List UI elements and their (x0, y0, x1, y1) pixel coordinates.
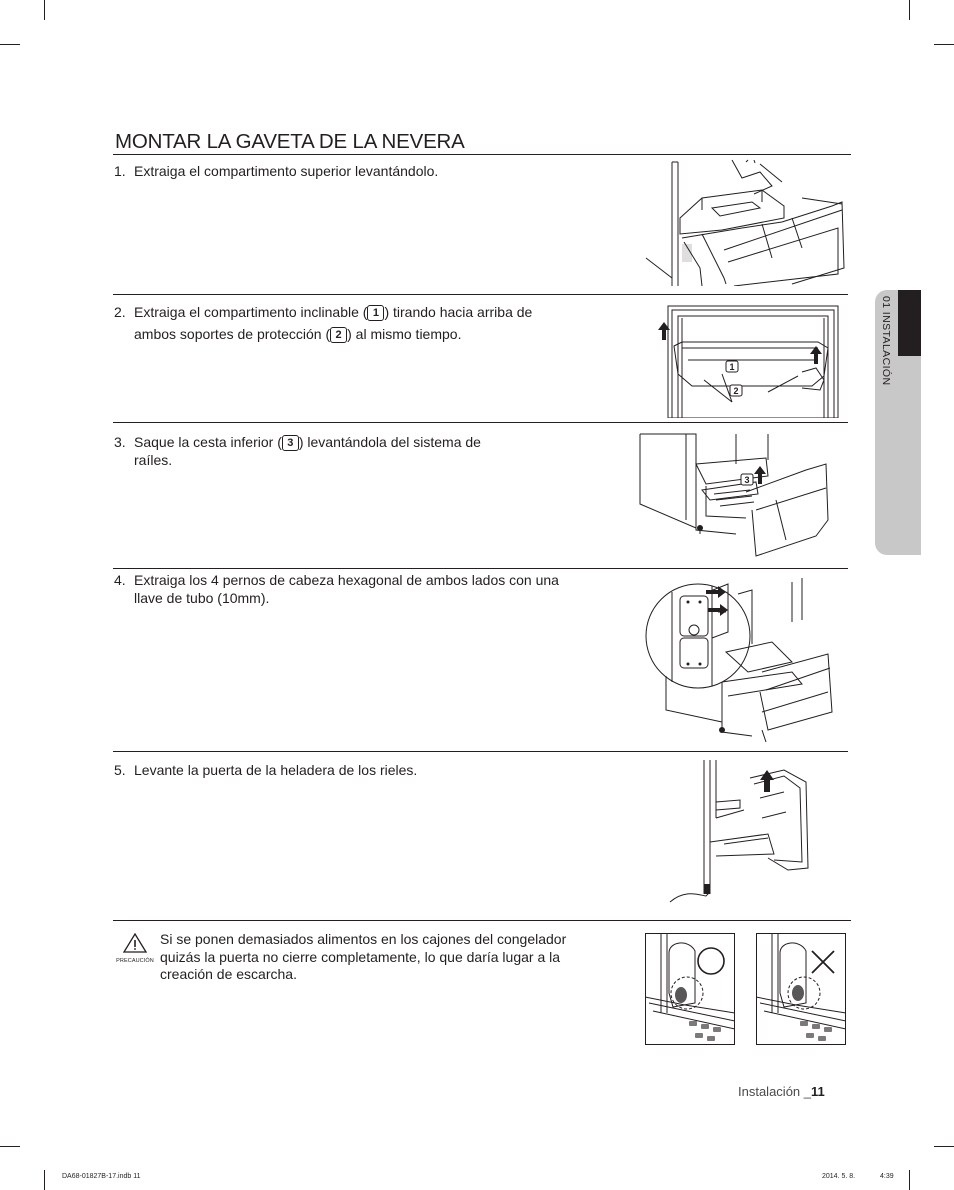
step-number: 1. (114, 163, 126, 179)
step-text: ambos soportes de protección ( (134, 325, 331, 342)
callout-box: 2 (330, 327, 347, 343)
callout-box: 3 (282, 435, 299, 451)
caution-text: Si se ponen demasiados alimentos en los cajones del congelador quizás la puerta no cierre completamente, lo que daría lugar a la creación de escarcha. (160, 931, 567, 982)
caution-label: PRECAUCIÓN (116, 958, 154, 964)
step-number: 5. (114, 762, 126, 778)
step-text: llave de tubo (10mm). (134, 589, 270, 606)
footer-section: Instalación _ (738, 1084, 811, 1099)
section-tab-marker (898, 290, 921, 356)
caution-block-icon (116, 932, 154, 964)
step-1-illustration (642, 158, 848, 286)
crop-mark (0, 44, 20, 45)
step-2 (114, 304, 532, 343)
callout-label-3: 3 (744, 475, 750, 485)
crop-mark (934, 44, 954, 45)
callout-label-1: 1 (729, 362, 735, 372)
step-divider (113, 294, 848, 295)
callout-box: 1 (367, 305, 384, 321)
step-text: ) tirando hacia arriba de (384, 304, 533, 320)
crop-mark (934, 1146, 954, 1147)
page-footer (738, 1084, 825, 1099)
slug-file: DA68-01827B-17.indb 11 (62, 1173, 141, 1180)
step-4 (114, 572, 559, 607)
slug-time: 4:39 (880, 1173, 894, 1180)
page-title: MONTAR LA GAVETA DE LA NEVERA (115, 130, 465, 153)
caution-correct-illustration (645, 933, 735, 1045)
step-5-illustration (664, 758, 850, 906)
slug-date: 2014. 5. 8. (822, 1173, 856, 1180)
page-number: 11 (811, 1084, 825, 1099)
caution-divider (113, 920, 851, 921)
warning-icon (122, 932, 148, 954)
step-text: Extraiga los 4 pernos de cabeza hexagonal de ambos lados con una (134, 572, 559, 588)
step-divider (113, 568, 848, 569)
step-number: 2. (114, 304, 126, 320)
step-divider (113, 751, 848, 752)
step-text: raíles. (134, 451, 173, 468)
section-tab-label: 01 INSTALACIÓN (880, 296, 892, 386)
caution-incorrect-illustration (756, 933, 846, 1045)
step-5 (114, 762, 417, 780)
step-number: 4. (114, 572, 126, 588)
crop-mark (909, 1170, 910, 1190)
step-4-illustration (642, 572, 848, 742)
step-number: 3. (114, 434, 126, 450)
step-divider (113, 422, 848, 423)
step-text: Extraiga el compartimento superior levantándolo. (134, 163, 439, 179)
step-text: ) levantándola del sistema de (298, 434, 481, 450)
step-2-illustration (652, 302, 848, 418)
step-text: Extraiga el compartimento inclinable ( (134, 304, 368, 320)
step-text: ) al mismo tiempo. (347, 325, 462, 342)
crop-mark (0, 1146, 20, 1147)
step-3 (114, 434, 481, 469)
step-3-illustration (636, 430, 848, 560)
crop-mark (44, 1170, 45, 1190)
crop-mark (909, 0, 910, 20)
callout-label-2: 2 (733, 386, 739, 396)
step-text: Saque la cesta inferior ( (134, 434, 282, 450)
title-divider (113, 154, 851, 155)
step-1 (114, 163, 438, 181)
crop-mark (44, 0, 45, 20)
step-text: Levante la puerta de la heladera de los rieles. (134, 762, 418, 778)
